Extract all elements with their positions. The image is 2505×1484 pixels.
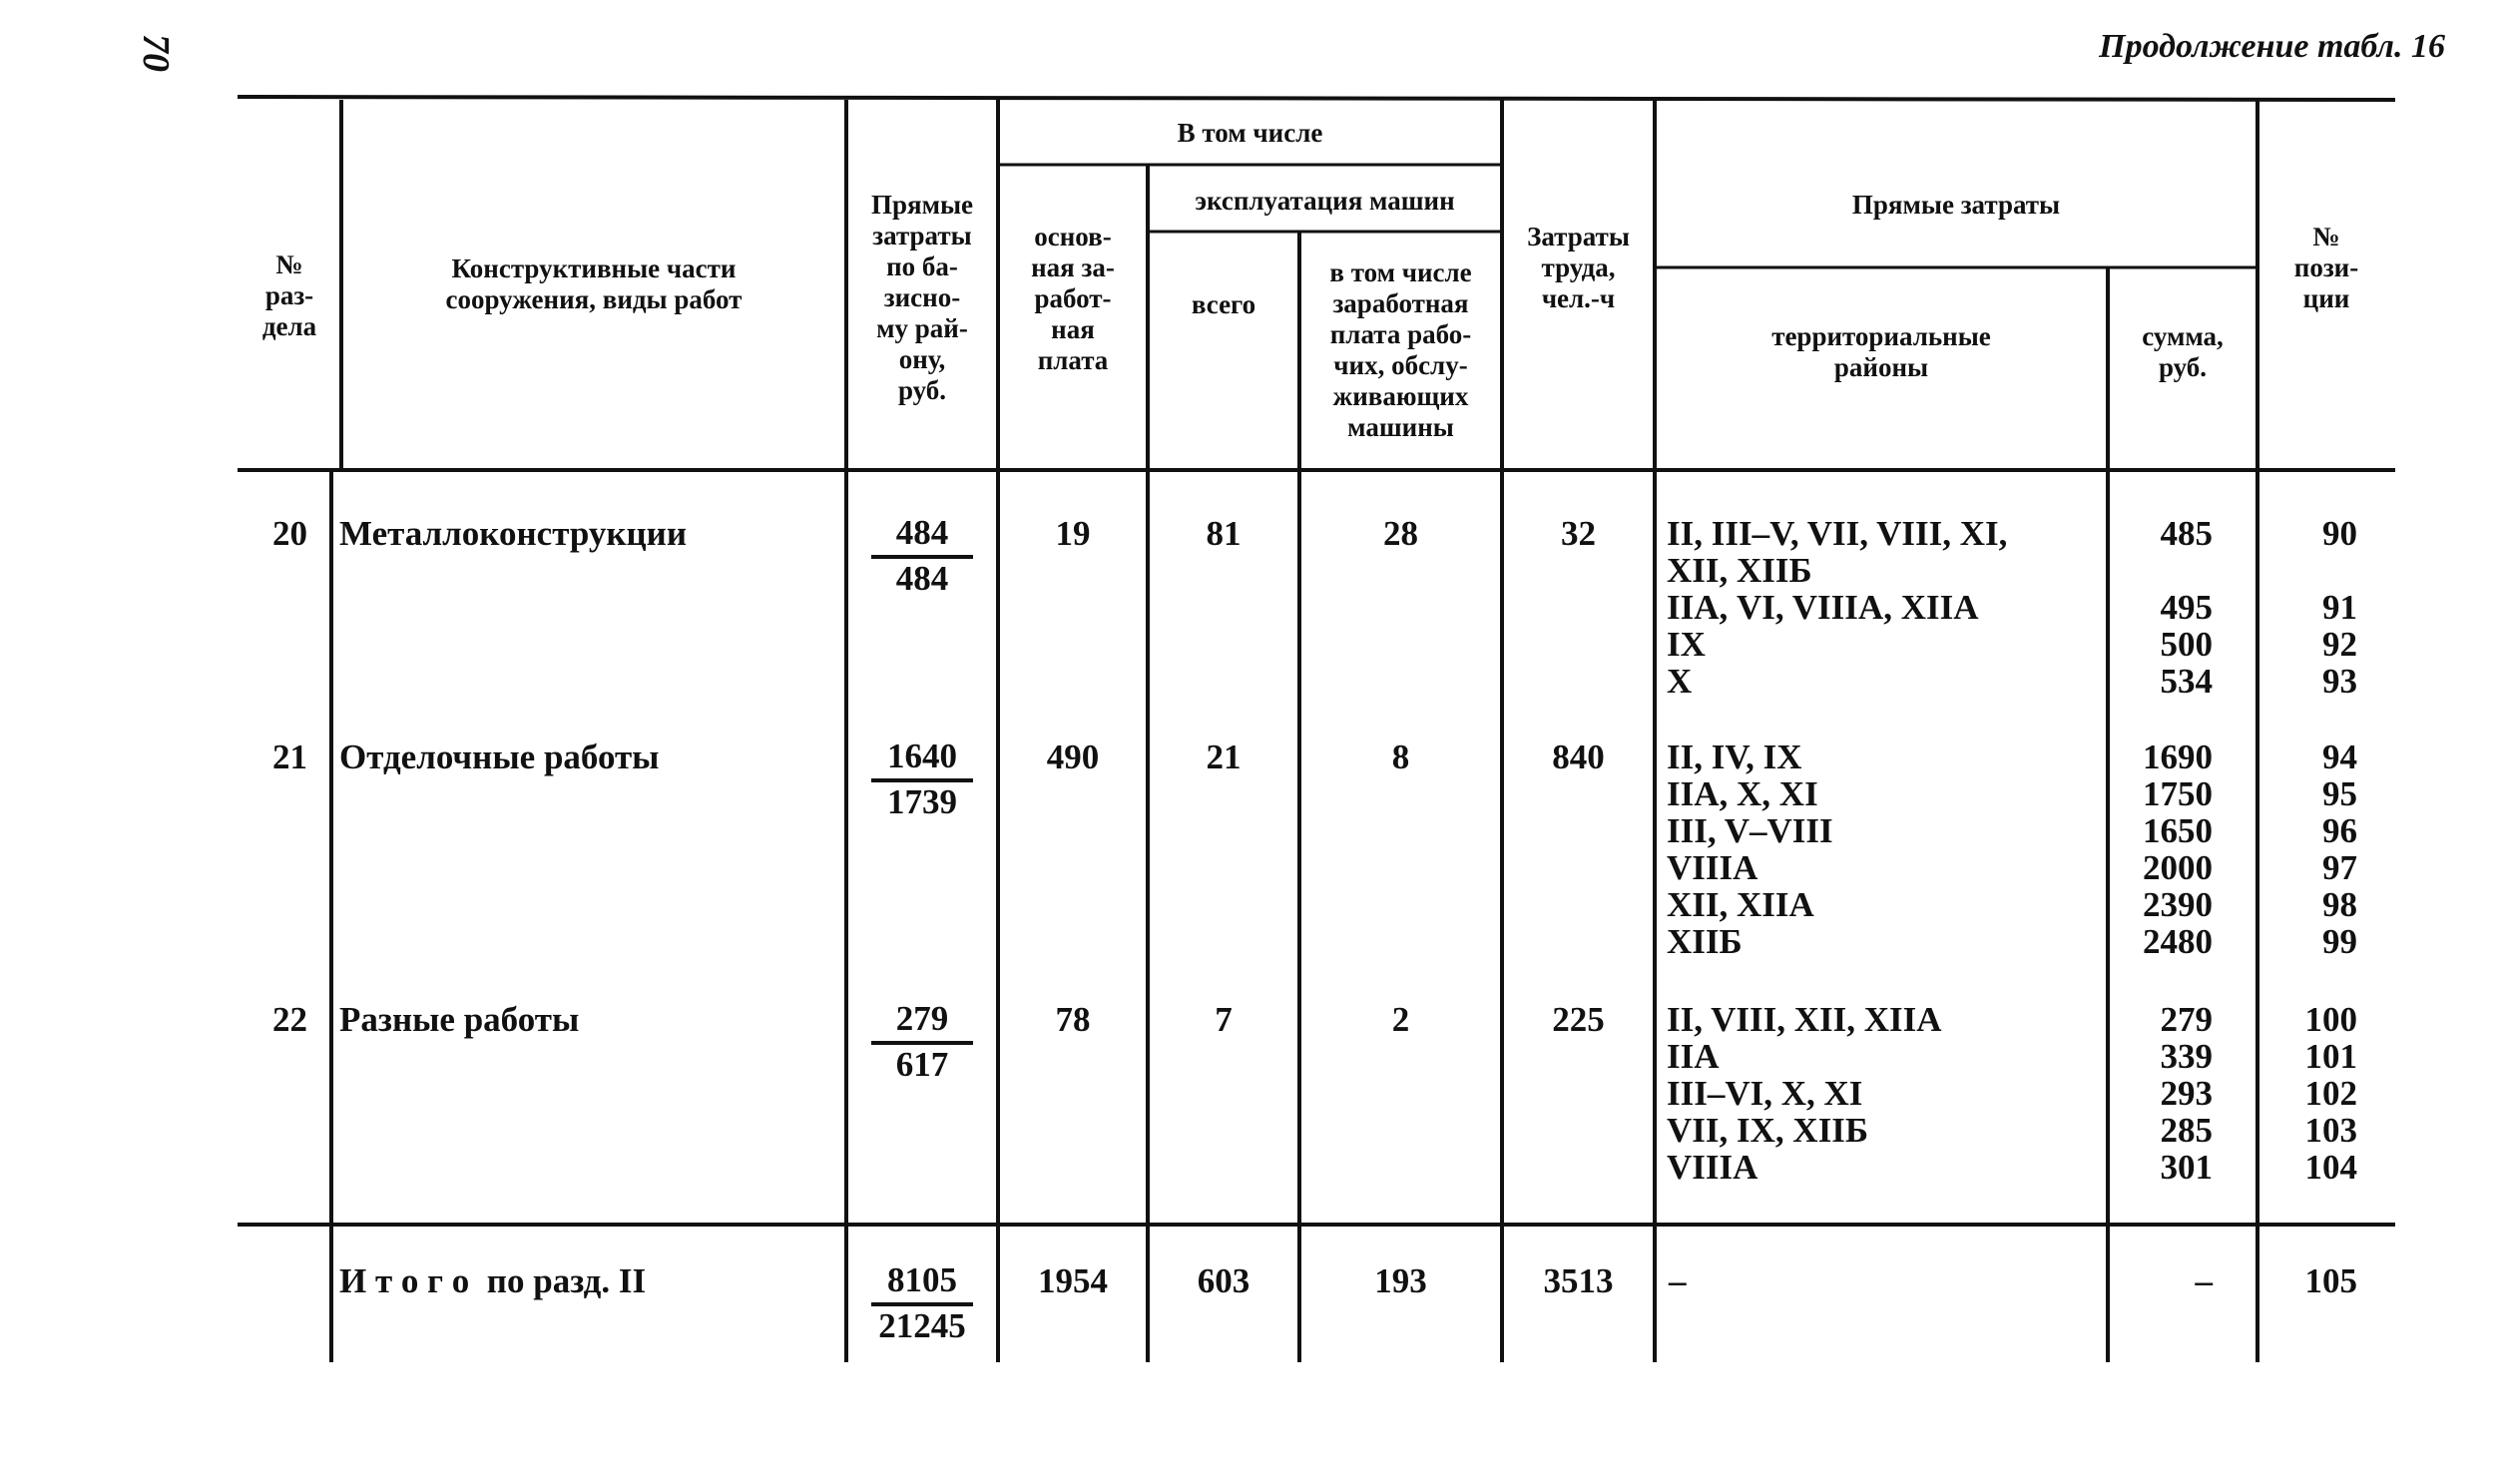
header-text: ная за-	[1031, 252, 1115, 282]
header-text: раз-	[264, 280, 314, 310]
header-labor	[1502, 222, 1655, 314]
header-text: основ-	[1034, 222, 1112, 251]
direct-costs-base: 484	[871, 513, 973, 559]
work-name: Разные работы	[339, 1000, 580, 1039]
machine-total: 21	[1206, 738, 1242, 776]
sum-value: 485	[2160, 514, 2213, 553]
header-text: дела	[261, 311, 317, 341]
header-text: сооружения, виды работ	[445, 284, 743, 314]
header-text: работ-	[1034, 283, 1112, 313]
position-numbers	[2257, 515, 2357, 700]
header-text: районы	[1833, 352, 1929, 382]
position-value: 95	[2322, 774, 2357, 813]
header-text: ная	[1051, 314, 1095, 344]
header-text: зисно-	[883, 282, 961, 312]
sum-value: 1690	[2143, 738, 2213, 776]
region-line: IIА, VI, VIIIА, XIIА	[1667, 588, 1979, 627]
region-line: VIIIА	[1667, 848, 1758, 887]
header-text: плата	[1037, 345, 1109, 375]
sum-value: 285	[2160, 1111, 2213, 1150]
region-sums	[2108, 739, 2213, 960]
machine-wage: 2	[1391, 1000, 1410, 1039]
total-label: И т о г о по разд. II	[339, 1261, 647, 1300]
territorial-regions	[1667, 739, 1833, 960]
position-value: 98	[2322, 885, 2357, 924]
region-line: II, IV, IX	[1667, 738, 1802, 776]
header-parts	[341, 253, 846, 315]
table-continuation-caption: Продолжение табл. 16	[2099, 28, 2445, 65]
region-line: IIА	[1667, 1037, 1720, 1076]
machine-wage: 28	[1383, 514, 1418, 553]
region-line: III–VI, X, XI	[1667, 1074, 1863, 1113]
direct-costs-fraction	[837, 737, 1007, 822]
position-value: 96	[2322, 811, 2357, 850]
header-basic-wage	[998, 222, 1148, 376]
header-sum	[2108, 321, 2257, 383]
header-text: чел.-ч	[1541, 283, 1616, 313]
labor-costs: 3513	[1543, 1261, 1614, 1300]
region-line: II, III–V, VII, VIII, XI,	[1667, 514, 2008, 553]
section-number: 20	[272, 514, 307, 553]
sum-value: 301	[2160, 1148, 2213, 1187]
header-section-no	[238, 249, 341, 342]
header-text: чих, обслу-	[1333, 350, 1468, 380]
header-text: руб.	[897, 375, 947, 405]
direct-costs-fraction	[837, 999, 1007, 1085]
position-value: 97	[2322, 848, 2357, 887]
header-text: территориальные	[1771, 321, 1991, 351]
direct-costs-base: 8105	[871, 1260, 973, 1306]
region-sum: –	[2195, 1261, 2213, 1300]
region-line: VII, IX, XIIБ	[1667, 1111, 1869, 1150]
machine-wage: 193	[1374, 1261, 1427, 1300]
region-line: VIIIА	[1667, 1148, 1758, 1187]
direct-costs-base: 279	[871, 999, 973, 1045]
position-value	[2257, 552, 2357, 589]
position-value: 99	[2322, 922, 2357, 961]
direct-costs-region: 484	[895, 559, 949, 598]
section-number: 22	[272, 1000, 307, 1039]
position-value: 104	[2304, 1148, 2357, 1187]
header-text: му рай-	[876, 313, 968, 343]
basic-wage: 490	[1046, 738, 1100, 776]
header-text: затраты	[872, 221, 972, 250]
header-text: в том числе	[1329, 257, 1472, 287]
labor-costs: 840	[1552, 738, 1605, 776]
header-text: машины	[1347, 412, 1454, 442]
position-value: 93	[2322, 662, 2357, 701]
header-text: пози-	[2293, 252, 2359, 282]
sum-value: 279	[2160, 1000, 2213, 1039]
header-text: по ба-	[886, 251, 958, 281]
position-value: 103	[2304, 1111, 2357, 1150]
sum-value: 2390	[2143, 885, 2213, 924]
direct-costs-region: 21245	[878, 1306, 966, 1345]
region-sums	[2108, 1001, 2213, 1186]
direct-costs-fraction	[837, 513, 1007, 599]
sum-value: 534	[2160, 662, 2213, 701]
header-position-no	[2257, 222, 2395, 314]
territorial-regions	[1667, 1001, 1942, 1186]
header-including: В том числе	[1177, 118, 1323, 148]
machine-wage: 8	[1391, 738, 1410, 776]
position-value: 92	[2322, 625, 2357, 664]
header-text: №	[2312, 222, 2340, 251]
machine-total: 81	[1206, 514, 1242, 553]
position-numbers	[2257, 1001, 2357, 1186]
sum-value: 500	[2160, 625, 2213, 664]
sum-value	[2108, 552, 2213, 589]
basic-wage: 1954	[1038, 1261, 1108, 1300]
position-value: 102	[2304, 1074, 2357, 1113]
region-line: IX	[1667, 625, 1706, 664]
sum-value: 293	[2160, 1074, 2213, 1113]
territorial-regions: –	[1669, 1261, 1687, 1300]
region-line: IIА, X, XI	[1667, 774, 1818, 813]
position-value: 90	[2322, 514, 2357, 553]
direct-costs-fraction	[837, 1260, 1007, 1346]
header-text: труда,	[1541, 252, 1616, 282]
page-number: 70	[135, 34, 177, 72]
region-line: XII, XIIБ	[1667, 551, 1812, 590]
header-text: плата рабо-	[1329, 319, 1472, 349]
header-machine-operation: эксплуатация машин	[1195, 186, 1455, 216]
header-text: ону,	[898, 344, 946, 374]
sum-value: 1650	[2143, 811, 2213, 850]
header-text: руб.	[2158, 352, 2208, 382]
sum-value: 339	[2160, 1037, 2213, 1076]
header-text: Прямые	[870, 190, 974, 220]
sum-value: 2480	[2143, 922, 2213, 961]
header-text: заработная	[1332, 288, 1469, 318]
machine-total: 7	[1215, 1000, 1233, 1039]
region-line: X	[1667, 662, 1693, 701]
territorial-regions	[1667, 515, 2007, 700]
direct-costs-region: 617	[895, 1045, 949, 1084]
direct-costs-region: 1739	[887, 782, 957, 821]
labor-costs: 225	[1552, 1000, 1605, 1039]
position-numbers	[2257, 739, 2357, 960]
region-sums	[2108, 515, 2213, 700]
position-value: 101	[2304, 1037, 2357, 1076]
region-line: XIIБ	[1667, 922, 1743, 961]
position-value: 100	[2304, 1000, 2357, 1039]
header-territorial	[1655, 321, 2108, 383]
section-number: 21	[272, 738, 307, 776]
header-text: ции	[2302, 283, 2350, 313]
header-machine-wage	[1299, 257, 1502, 443]
header-direct-costs	[846, 190, 998, 406]
region-line: XII, XIIА	[1667, 885, 1814, 924]
sum-value: 1750	[2143, 774, 2213, 813]
position-value: 105	[2304, 1261, 2357, 1300]
header-text: Конструктивные части	[451, 253, 737, 283]
header-text: №	[275, 249, 303, 279]
header-machine-total: всего	[1191, 289, 1256, 319]
position-value: 94	[2322, 738, 2357, 776]
work-name: Металлоконструкции	[339, 514, 688, 553]
work-name: Отделочные работы	[339, 738, 660, 776]
header-direct-costs-group: Прямые затраты	[1851, 190, 2061, 220]
basic-wage: 78	[1055, 1000, 1091, 1039]
header-text: живающих	[1332, 381, 1469, 411]
labor-costs: 32	[1561, 514, 1596, 553]
header-text: Затраты	[1527, 222, 1630, 251]
region-line: III, V–VIII	[1667, 811, 1833, 850]
sum-value: 495	[2160, 588, 2213, 627]
sum-value: 2000	[2143, 848, 2213, 887]
machine-total: 603	[1197, 1261, 1251, 1300]
direct-costs-base: 1640	[871, 737, 973, 782]
position-value: 91	[2322, 588, 2357, 627]
basic-wage: 19	[1055, 514, 1091, 553]
region-line: II, VIII, XII, XIIА	[1667, 1000, 1942, 1039]
header-text: сумма,	[2142, 321, 2224, 351]
